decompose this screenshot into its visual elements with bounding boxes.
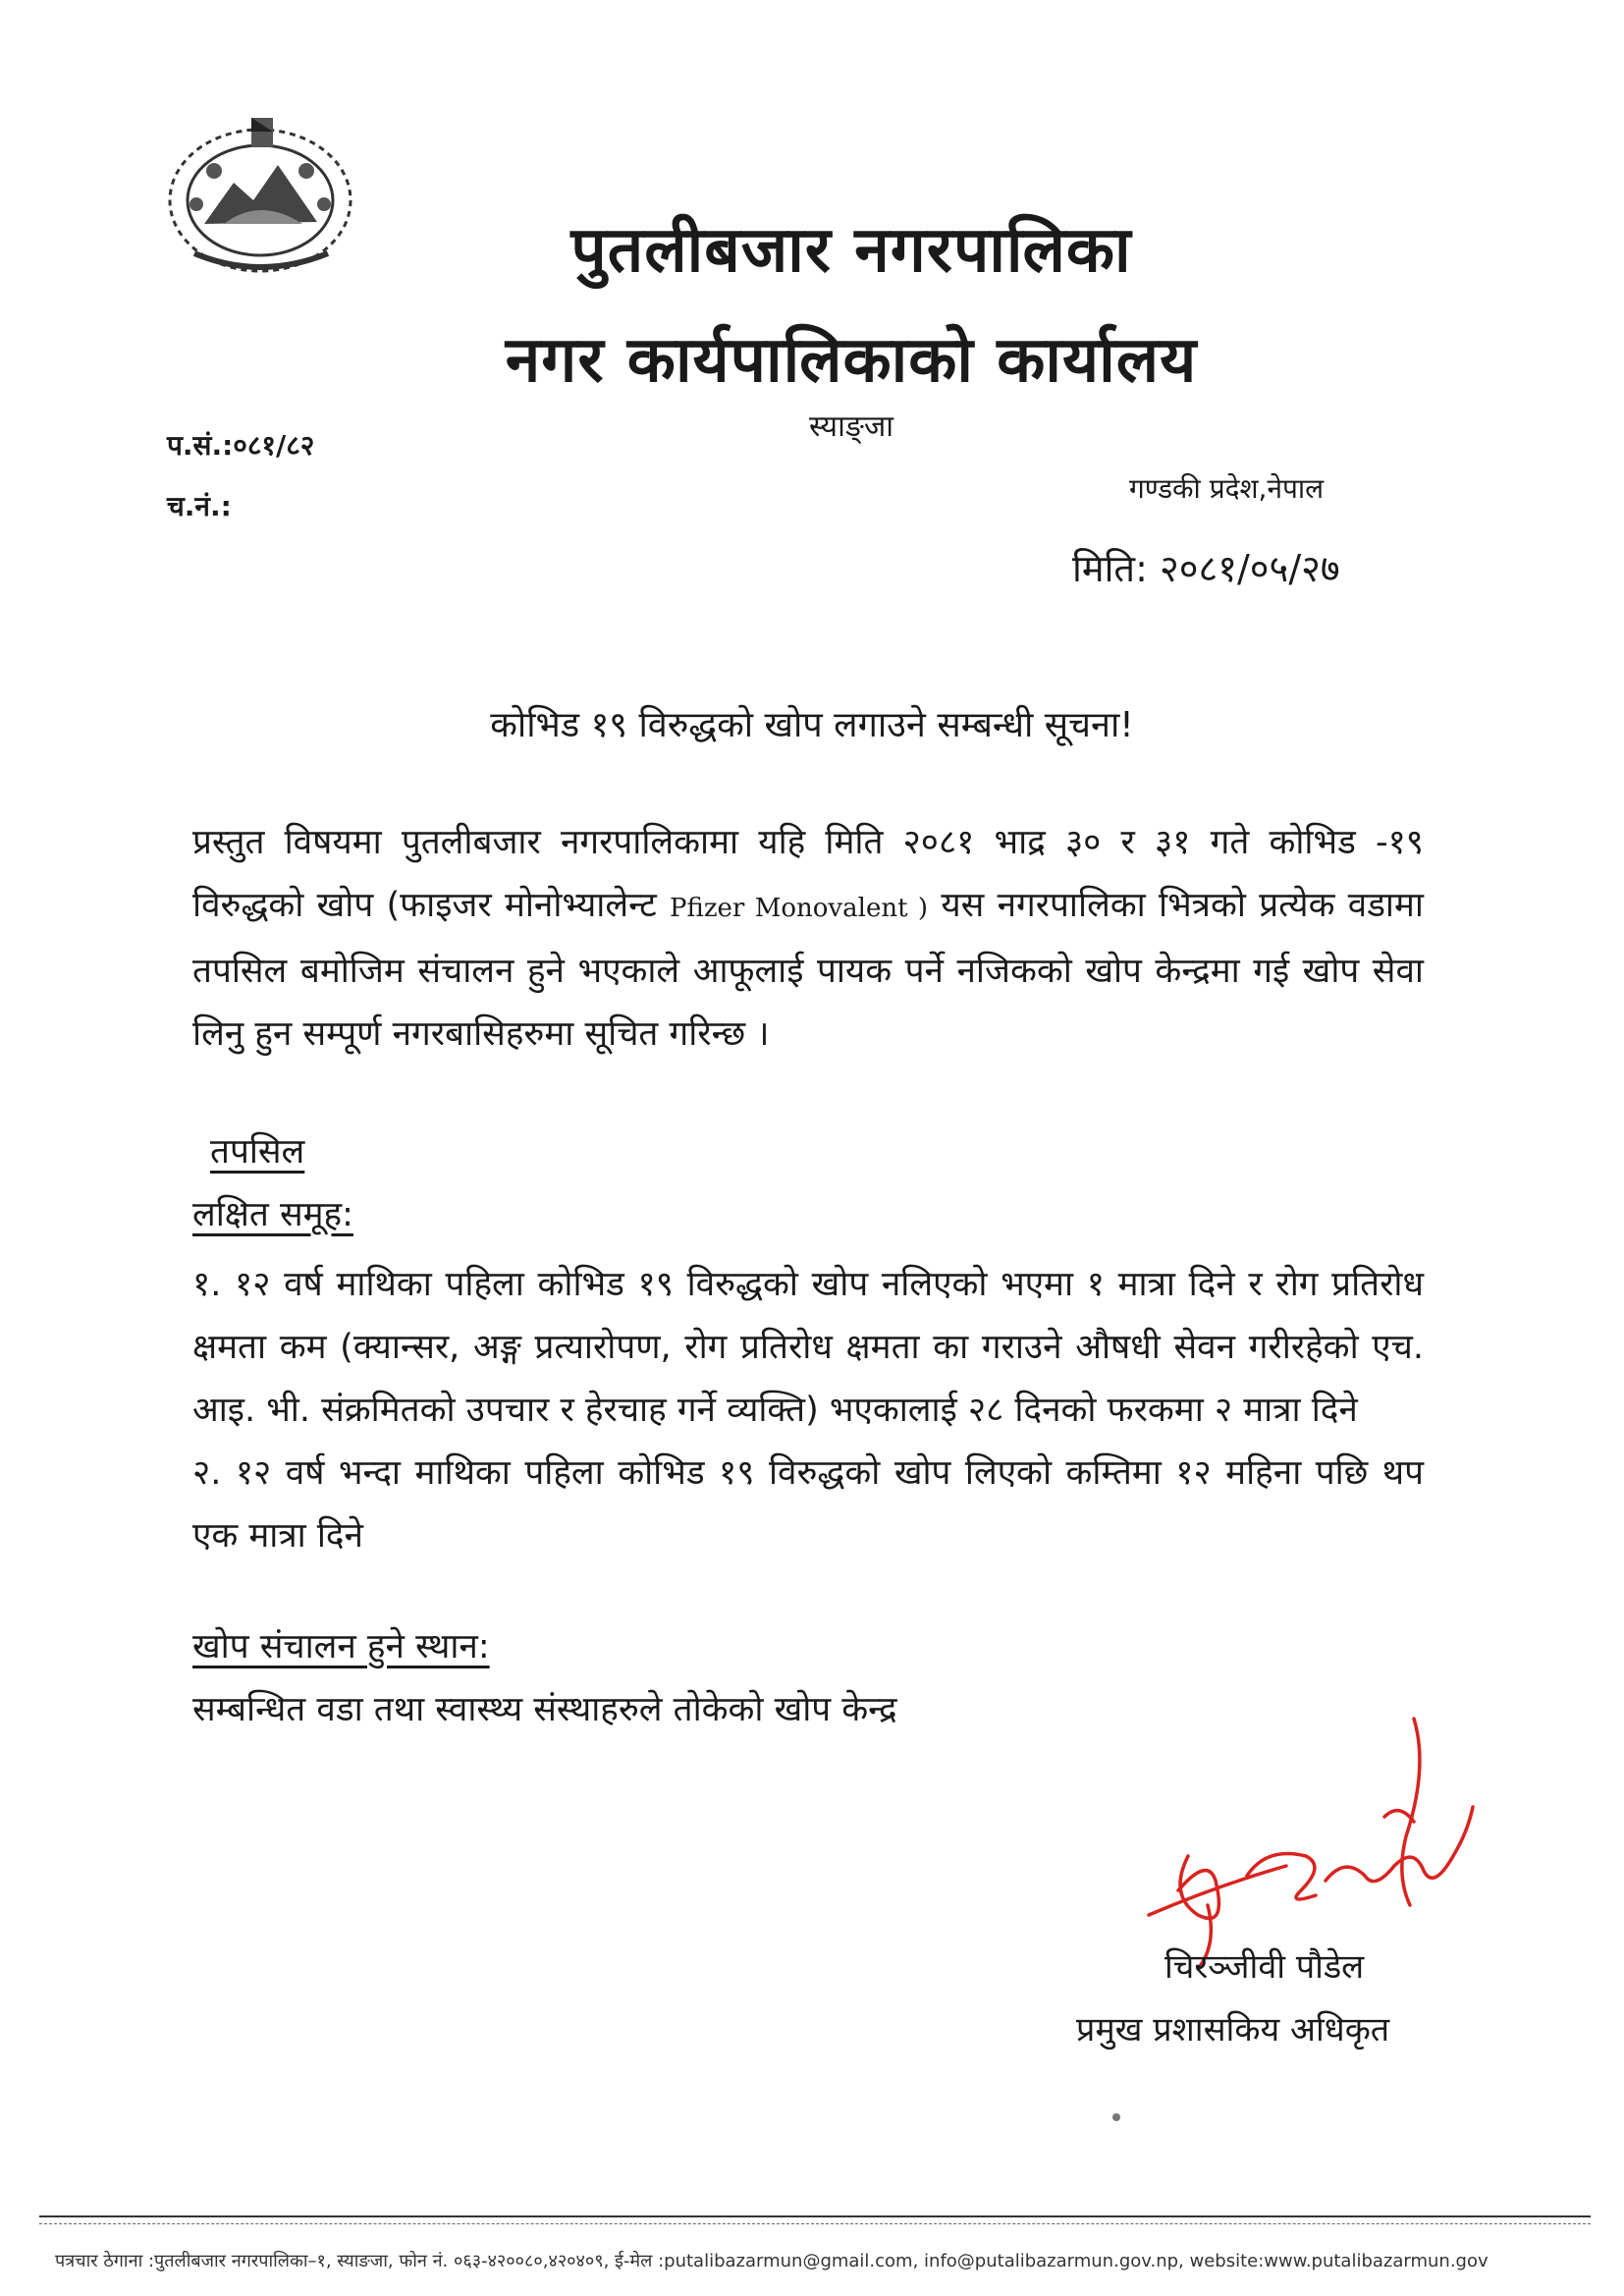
notice-subject: कोभिड १९ विरुद्धको खोप लगाउने सम्बन्धी सूचना!: [490, 705, 1134, 745]
paragraph-text-part1: प्रस्तुत विषयमा पुतलीबजार नगरपालिकामा यहि मिति २०८१ भाद्र ३० र ३१ गते कोभिड -१९ विरुद्धको खोप (फाइजर मोनोभ्यालेन्ट: [192, 823, 1424, 925]
details-heading: तपसिल: [210, 1132, 305, 1172]
target-group-list: [192, 1253, 1424, 1567]
vaccination-place-text: सम्बन्धित वडा तथा स्वास्थ्य संस्थाहरुले तोकेको खोप केन्द्र: [192, 1690, 897, 1729]
vaccination-place-heading: खोप संचालन हुने स्थान:: [192, 1627, 490, 1667]
district-name: स्याङ्जा: [809, 410, 893, 444]
ink-dot: [1112, 2113, 1120, 2121]
target-group-heading: लक्षित समूह:: [192, 1195, 353, 1234]
letter-date: मिति: २०८१/०५/२७: [1072, 547, 1340, 590]
paragraph-text-part2: यस नगरपालिका भित्रको प्रत्येक वडामा तपसिल बमोजिम संचालन हुने भएकाले आफूलाई पायक पर्ने नजिकको खोप केन्द्रमा गई खोप सेवा लिनु हुन सम्पूर्ण नगरबासिहरुमा सूचित गरिन्छ ।: [192, 886, 1424, 1054]
list-item: १. १२ वर्ष माथिका पहिला कोभिड १९ विरुद्धको खोप नलिएको भएमा १ मात्रा दिने र रोग प्रतिरोध क्षमता कम (क्यान्सर, अङ्ग प्रत्यारोपण, रोग प्रतिरोध क्षमता का गराउने औषधी सेवन गरीरहेको एच. आइ. भी. संक्रमितको उपचार र हेरचाह गर्ने व्यक्ति) भएकालाई २८ दिनको फरकमा २ मात्रा दिने: [192, 1265, 1424, 1430]
list-item: २. १२ वर्ष भन्दा माथिका पहिला कोभिड १९ विरुद्धको खोप लिएको कम्तिमा १२ महिना पछि थप एक मात्रा दिने: [192, 1453, 1424, 1556]
vaccine-latin-name: Pfizer Monovalent ): [670, 894, 929, 923]
province-address: गण्डकी प्रदेश,नेपाल: [1129, 472, 1325, 505]
signer-title: प्रमुख प्रशासकिय अधिकृत: [1076, 2010, 1390, 2050]
office-name: पुतलीबजार नगरपालिका: [570, 214, 1132, 287]
dispatch-number: च.नं.:: [167, 490, 232, 522]
signer-name: चिरञ्जीवी पौडेल: [1164, 1947, 1365, 1987]
reference-number: प.सं.:०८१/८२: [167, 429, 315, 462]
notice-paragraph: [192, 811, 1424, 1066]
footer-divider-dashed: [39, 2223, 1591, 2224]
handwritten-signature-icon: [1129, 1709, 1483, 1974]
office-subtitle: नगर कार्यपालिकाको कार्यालय: [505, 324, 1198, 397]
footer-contact: पत्रचार ठेगाना :पुतलीबजार नगरपालिका–१, स्याङजा, फोन नं. ०६३-४२००८०,४२०४०९, ई-मेल :putalibazarmun@gmail.com, info@putalibazarmun.gov.np, website:www.putalibazarmun.gov: [55, 2251, 1489, 2271]
footer-divider: [39, 2215, 1591, 2217]
